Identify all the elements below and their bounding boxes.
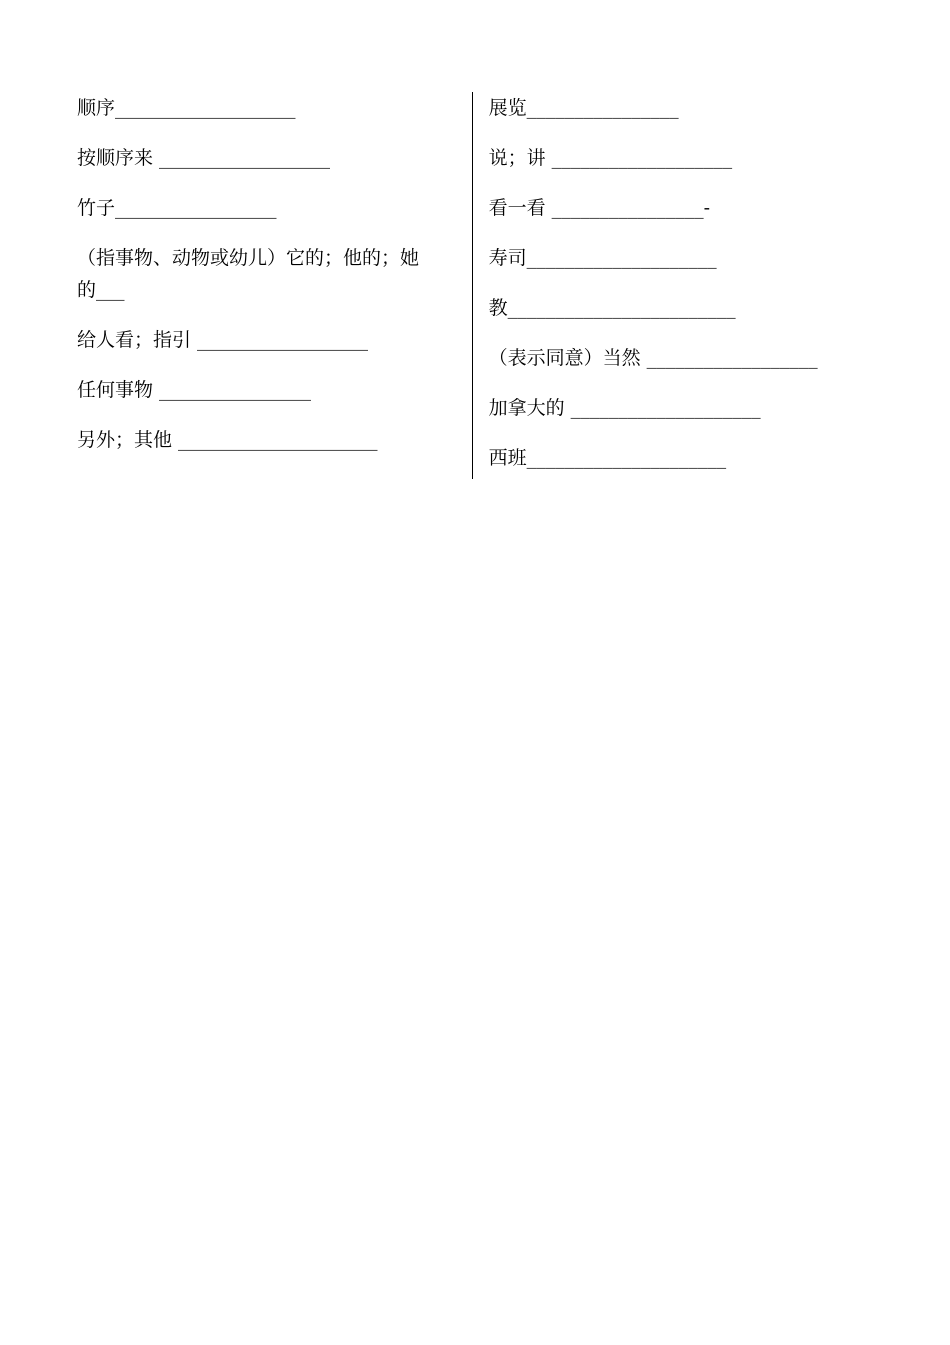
vocab-prompt: 任何事物 [77,379,160,401]
vocab-prompt: 寿司 [488,247,527,269]
answer-blank[interactable]: ________________ [526,97,679,119]
answer-blank[interactable]: ________________ [159,379,312,401]
vocab-prompt: 教 [488,297,508,319]
vocab-item [489,92,877,124]
answer-blank[interactable]: ____________________ [526,247,717,269]
vocab-prompt: 加拿大的 [488,397,571,419]
right-vocab-column [473,92,877,492]
vocab-item [77,374,428,406]
answer-blank[interactable]: __________________ [159,147,331,169]
vocab-item [489,392,877,424]
vocab-item [489,342,877,374]
answer-blank[interactable]: __________________ [646,347,818,369]
answer-blank[interactable]: ___ [96,279,125,301]
vocab-prompt: 给人看；指引 [77,329,198,351]
vocab-item [489,192,877,224]
left-vocab-column [77,92,472,492]
vocab-item [77,424,428,456]
vocab-item [489,442,877,474]
vocab-prompt: 说；讲 [488,147,552,169]
vocab-prompt: （指事物、动物或幼儿）它的；他的；她的 [77,247,420,301]
vocab-item [77,92,428,124]
vocab-item [77,192,428,224]
answer-blank[interactable]: _________________ [115,197,277,219]
answer-blank[interactable]: ___________________ [115,97,296,119]
answer-blank[interactable]: ________________- [551,197,711,219]
vocab-item [489,292,877,324]
vocab-item [489,142,877,174]
answer-blank[interactable]: __________________ [197,329,369,351]
vocabulary-columns [77,92,877,492]
vocab-item [77,142,428,174]
vocab-prompt: 看一看 [488,197,552,219]
answer-blank[interactable]: ________________________ [507,297,736,319]
answer-blank[interactable]: ___________________ [551,147,733,169]
vocab-item [489,242,877,274]
vocab-prompt: 按顺序来 [77,147,160,169]
vocab-prompt: 展览 [488,97,527,119]
answer-blank[interactable]: _____________________ [526,447,727,469]
vocab-prompt: 顺序 [77,97,116,119]
vocab-item [77,242,428,306]
vocab-prompt: 另外；其他 [77,429,179,451]
vocab-prompt: 竹子 [77,197,116,219]
vocab-prompt: 西班 [488,447,527,469]
answer-blank[interactable]: _____________________ [178,429,378,451]
vocab-prompt: （表示同意）当然 [488,347,647,369]
answer-blank[interactable]: ____________________ [570,397,761,419]
vocab-item [77,324,428,356]
